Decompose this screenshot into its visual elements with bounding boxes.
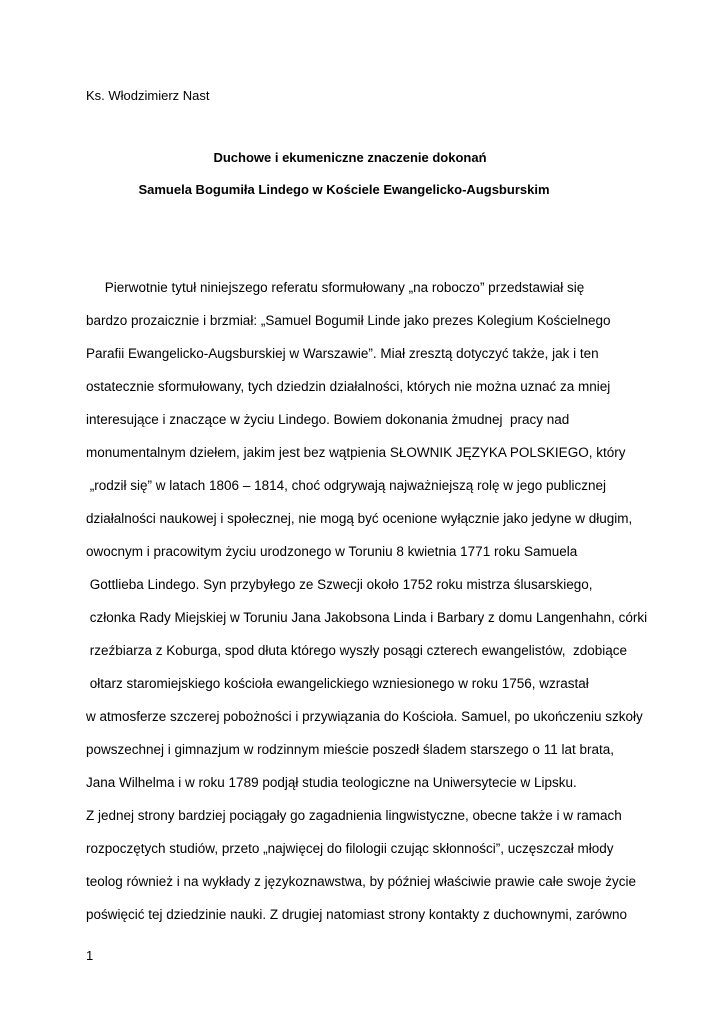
body-line-18: rozpoczętych studiów, przeto „najwięcej do filologii czując skłonności”, uczęszczał młody — [86, 841, 614, 856]
author-name: Ks. Włodzimierz Nast — [86, 88, 210, 103]
body-line-17: Z jednej strony bardziej pociągały go zagadnienia lingwistyczne, obecne także i w ramach — [86, 808, 622, 823]
body-line-8: działalności naukowej i społecznej, nie mogą być ocenione wyłącznie jako jedyne w długim, — [86, 511, 633, 526]
body-line-6: monumentalnym dziełem, jakim jest bez wątpienia SŁOWNIK JĘZYKA POLSKIEGO, który — [86, 445, 626, 460]
body-line-16: Jana Wilhelma i w roku 1789 podjął studia teologiczne na Uniwersytecie w Lipsku. — [86, 775, 577, 790]
body-line-1: Pierwotnie tytuł niniejszego referatu sformułowany „na roboczo” przedstawiał się — [86, 280, 585, 295]
body-line-2: bardzo prozaicznie i brzmiał: „Samuel Bogumił Linde jako prezes Kolegium Kościelnego — [86, 313, 611, 328]
body-line-14: w atmosferze szczerej pobożności i przywiązania do Kościoła. Samuel, po ukończeniu szkoły — [86, 709, 643, 724]
body-line-9: owocnym i pracowitym życiu urodzonego w Toruniu 8 kwietnia 1771 roku Samuela — [86, 544, 578, 559]
body-paragraph — [86, 278, 646, 938]
page-number: 1 — [86, 948, 94, 963]
body-line-5: interesujące i znaczące w życiu Lindego. Bowiem dokonania żmudnej pracy nad — [86, 412, 570, 427]
title-line-1: Duchowe i ekumeniczne znaczenie dokonań — [213, 150, 487, 165]
body-line-15: powszechnej i gimnazjum w rodzinnym mieście poszedł śladem starszego o 11 lat brata, — [86, 742, 614, 757]
body-line-11: członka Rady Miejskiej w Toruniu Jana Jakobsona Linda i Barbary z domu Langenhahn, córki — [86, 610, 648, 625]
body-line-12: rzeźbiarza z Koburga, spod dłuta którego wyszły posągi czterech ewangelistów, zdobiące — [86, 643, 628, 658]
body-line-20: poświęcić tej dziedzinie nauki. Z drugiej natomiast strony kontakty z duchownymi, zarówno — [86, 907, 628, 922]
body-line-4: ostatecznie sformułowany, tych dziedzin działalności, których nie można uznać za mniej — [86, 379, 611, 394]
body-line-10: Gottlieba Lindego. Syn przybyłego ze Szwecji około 1752 roku mistrza ślusarskiego, — [86, 577, 593, 592]
body-line-3: Parafii Ewangelicko-Augsburskiej w Warszawie”. Miał zresztą dotyczyć także, jak i ten — [86, 346, 599, 361]
body-line-13: ołtarz staromiejskiego kościoła ewangelickiego wzniesionego w roku 1756, wzrastał — [86, 676, 589, 691]
body-line-19: teolog również i na wykłady z językoznawstwa, by później właściwie prawie całe swoje życie — [86, 874, 636, 889]
title-line-2: Samuela Bogumiła Lindego w Kościele Ewangelicko-Augsburskim — [138, 182, 550, 197]
body-line-7: „rodził się” w latach 1806 – 1814, choć odgrywają najważniejszą rolę w jego publicznej — [86, 478, 607, 493]
